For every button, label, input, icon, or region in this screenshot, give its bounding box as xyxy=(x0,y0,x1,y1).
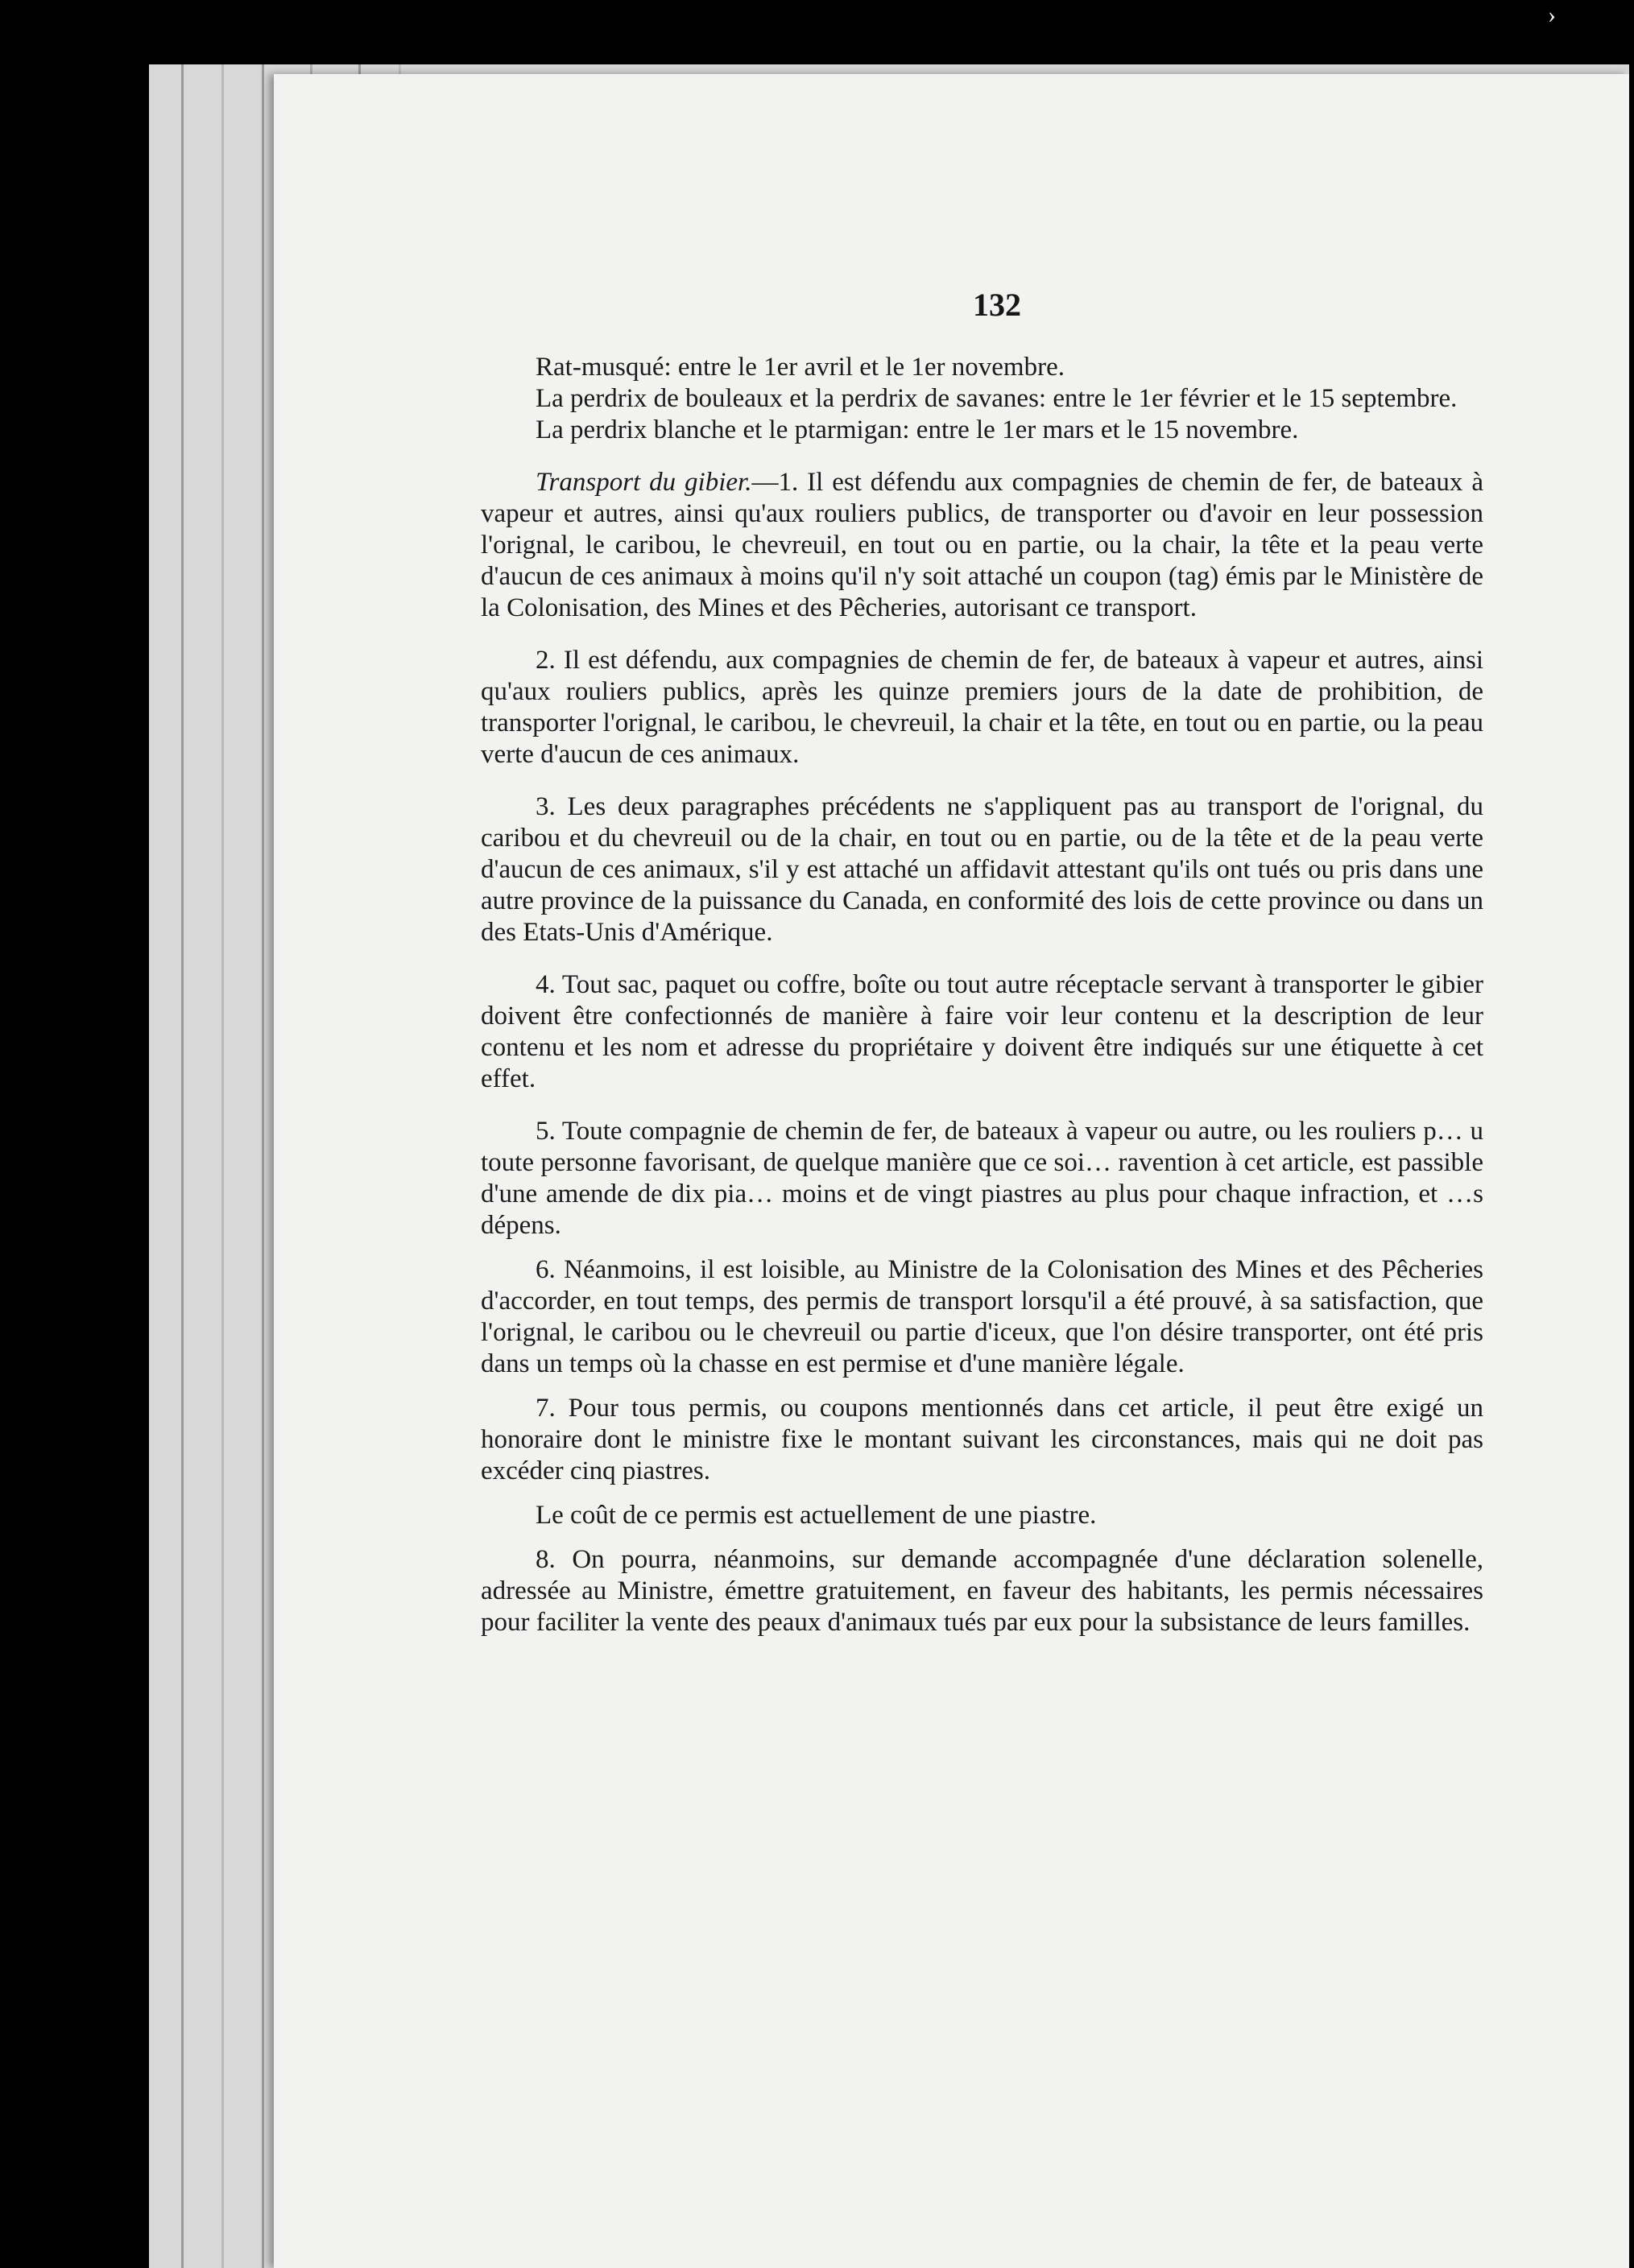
paragraph-5: 5. Toute compagnie de chemin de fer, de bateaux à vapeur ou autre, ou les rouliers p… u toute personne favorisant, de quelque manière que ce soi… ravention à cet article, est passible d'une amende de dix pia… moins et de vingt piastres au plus pour chaque infraction, et …s dépens. xyxy=(481,1117,1483,1240)
paragraph-perdrix-blanche: La perdrix blanche et le ptarmigan: entre le 1er mars et le 15 novembre. xyxy=(536,415,1299,444)
paragraph-transport-1 xyxy=(481,467,1483,624)
paragraph-8: 8. On pourra, néanmoins, sur demande accompagnée d'une déclaration solenelle, adressée au Ministre, émettre gratuitement, en faveur des habitants, les permis nécessaires pour faciliter la vente des peaux d'animaux tués par eux pour la subsistance de leurs familles. xyxy=(481,1545,1483,1637)
paragraph-6: 6. Néanmoins, il est loisible, au Ministre de la Colonisation des Mines et des Pêcheries d'accorder, en tout temps, des permis de transport lorsqu'il a été prouvé, à sa satisfaction, que l'orignal, le caribou ou le chevreuil ou partie d'iceux, que l'on désire transporter, ont été pris dans un temps où la chasse en est permise et d'une manière légale. xyxy=(481,1255,1483,1378)
paragraph-transport-1-text: —1. Il est défendu aux compagnies de chemin de fer, de bateaux à vapeur et autres, ainsi qu'aux rouliers publics, de transporter ou d'avoir en leur possession l'orignal, le caribou, le chevreuil, en tout ou en partie, ou la chair, la tête et la peau verte d'aucun de ces animaux à moins qu'il n'y soit attaché un coupon (tag) émis par le Ministère de la Colonisation, des Mines et des Pêcheries, autorisant ce transport. xyxy=(481,468,1483,622)
page-body xyxy=(481,352,1483,1638)
paragraph-4: 4. Tout sac, paquet ou coffre, boîte ou tout autre réceptacle servant à transporter le gibier doivent être confectionnés de manière à faire voir leur contenu et la description de leur contenu et les nom et adresse du propriétaire y doivent être indiqués sur une étiquette à cet effet. xyxy=(481,970,1483,1093)
paragraph-2: 2. Il est défendu, aux compagnies de chemin de fer, de bateaux à vapeur et autres, ainsi qu'aux rouliers publics, après les quinze premiers jours de la date de prohibition, de transporter l'orignal, le caribou, le chevreuil, la chair et la tête, en tout ou en partie, ou la peau verte d'aucun de ces animaux. xyxy=(481,646,1483,769)
section-caption: Transport du gibier. xyxy=(536,468,752,497)
paragraph-3: 3. Les deux paragraphes précédents ne s'appliquent pas au transport de l'orignal, du caribou et du chevreuil ou de la chair, en tout ou en partie, ou de la tête et de la peau verte d'aucun de ces animaux, s'il y est attaché un affidavit attestant qu'ils ont tués ou pris dans une autre province de la puissance du Canada, en conformité des lois de cette province ou dans un des Etats-Unis d'Amérique. xyxy=(481,792,1483,947)
page-number: 132 xyxy=(973,287,1021,323)
paragraph-rat-musque: Rat-musqué: entre le 1er avril et le 1er novembre. xyxy=(536,353,1065,382)
paragraph-perdrix-bouleaux: La perdrix de bouleaux et la perdrix de savanes: entre le 1er février et le 15 septembre. xyxy=(536,384,1458,413)
paragraph-cost: Le coût de ce permis est actuellement de une piastre. xyxy=(536,1501,1097,1530)
scan-corner-mark: › xyxy=(1548,2,1556,28)
paragraph-7: 7. Pour tous permis, ou coupons mentionnés dans cet article, il peut être exigé un honoraire dont le ministre fixe le montant suivant les circonstances, mais qui ne doit pas excéder cinq piastres. xyxy=(481,1394,1483,1485)
